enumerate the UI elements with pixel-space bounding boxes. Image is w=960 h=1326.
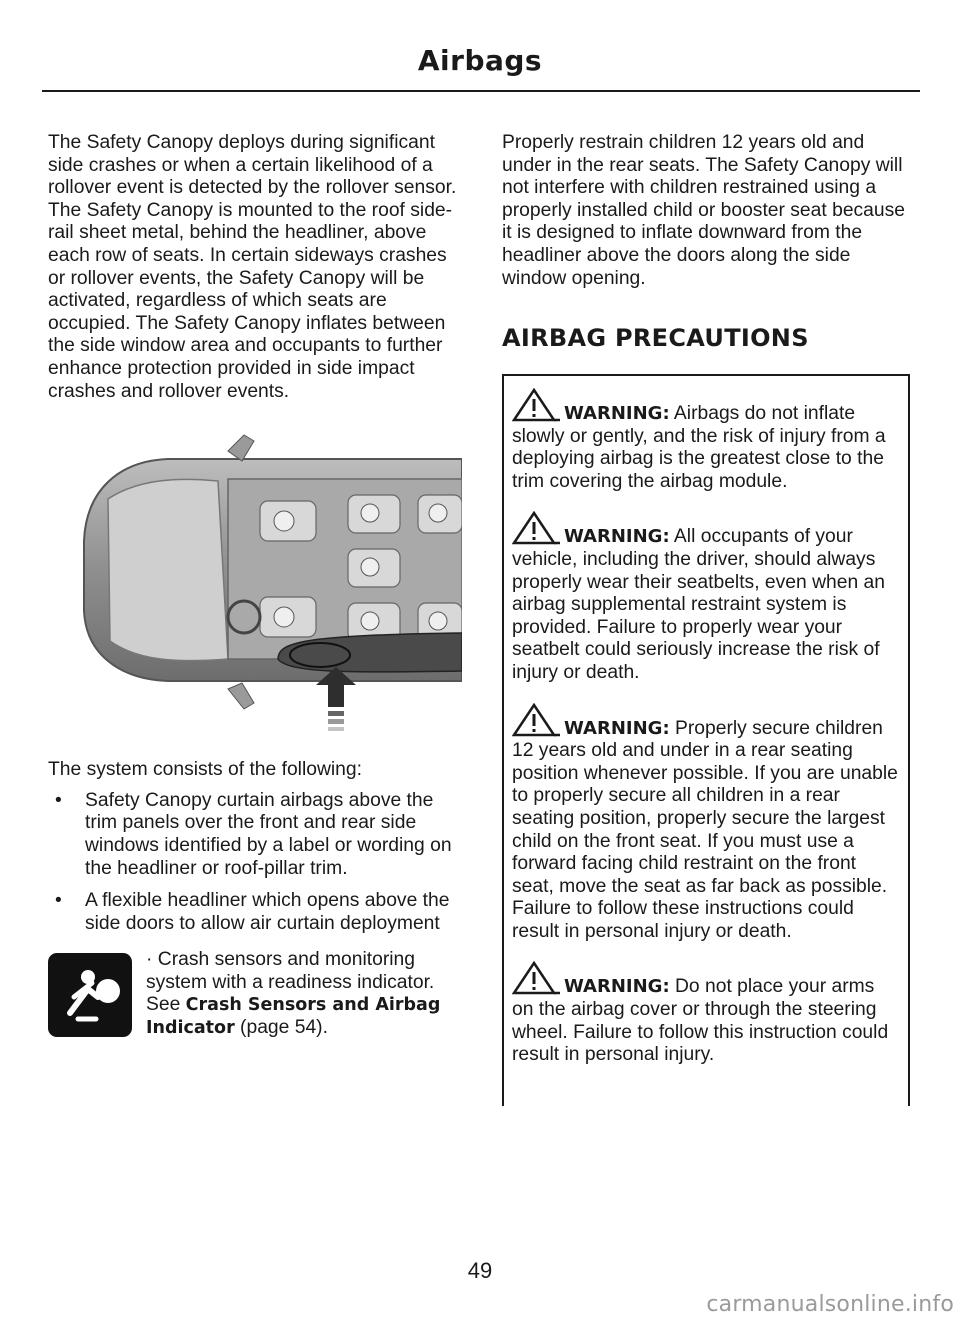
warning-triangle-icon — [512, 961, 560, 995]
intro-paragraph: The Safety Canopy deploys during significant side crashes or when a certain likelihood of a rollover event is detected by the rollover sensor. The Safety Canopy is mounted to the roof side-rail sheet metal, behind the headliner, above each row of seats. In certain sideways crashes or rollover events, the Safety Canopy will be activated, regardless of which seats are occupied. The Safety Canopy inflates between the side window area and occupants to further enhance protection provided in side impact crashes and rollover events. — [48, 132, 457, 402]
children-paragraph: Properly restrain children 12 years old and under in the rear seats. The Safety Canopy will not interfere with children restrained using a properly installed child or booster seat because it is designed to inflate downward from the headliner above the doors along the side window opening. — [502, 132, 905, 289]
warning-triangle-icon — [512, 511, 560, 545]
warning-item — [512, 511, 900, 684]
list-item: • A flexible headliner which opens above the side doors to allow air curtain deployment — [55, 890, 450, 934]
warning-label: WARNING: — [564, 403, 670, 424]
warnings-box — [502, 374, 910, 1106]
up-arrow-icon — [316, 667, 356, 731]
warning-item — [512, 703, 900, 944]
list-lead: The system consists of the following: — [48, 759, 362, 781]
warning-text: All occupants of your vehicle, including the driver, should always properly wear their seatbelts, even when an airbag supplemental restraint system is provided. Failure to properly wear your seatbelt could seriously increase the risk of injury or death. — [512, 526, 885, 683]
watermark: carmanualsonline.info — [706, 1292, 954, 1317]
crash-sensors-text: · Crash sensors and monitoring system with a readiness indicator. See — [146, 949, 435, 1016]
section-heading: AIRBAG PRECAUTIONS — [502, 324, 809, 353]
component-list — [48, 790, 462, 936]
safety-canopy-illustration — [48, 421, 462, 731]
right-column — [502, 132, 912, 352]
warning-label: WARNING: — [564, 526, 670, 548]
crash-sensors-link[interactable]: Crash Sensors and Airbag Indicator — [146, 995, 441, 1039]
warning-label: WARNING: — [564, 717, 670, 739]
left-column — [48, 132, 462, 1043]
header-divider — [42, 90, 920, 92]
warning-text: Do not place your arms on the airbag cover or through the steering wheel. Failure to follow this instruction could result in personal injury. — [512, 976, 889, 1066]
warning-text: Properly secure children 12 years old and under in a rear seating position whenever possible. If you are unable to properly secure all children in a rear seating position, properly secure the largest child on the front seat. If you must use a forward facing child restraint on the front seat, move the seat as far back as possible. Failure to follow these instructions could result in personal injury or death. — [512, 717, 898, 942]
airbag-indicator-icon — [48, 953, 132, 1037]
warning-item — [512, 388, 900, 493]
list-item: • Safety Canopy curtain airbags above the trim panels over the front and rear side windows identified by a label or wording on the headliner or roof-pillar trim. — [55, 789, 452, 879]
warning-triangle-icon — [512, 388, 560, 422]
page-reference: (page 54). — [234, 1017, 328, 1039]
crash-sensors-item — [48, 949, 462, 1039]
warning-label: WARNING: — [564, 976, 670, 998]
warning-item — [512, 961, 900, 1066]
warning-triangle-icon — [512, 703, 560, 737]
page-title: Airbags — [417, 44, 543, 77]
page-number: 49 — [467, 1258, 493, 1283]
warning-text: Airbags do not inflate slowly or gently, and the risk of injury from a deploying airbag is the greatest close to the trim covering the airbag module. — [512, 403, 886, 492]
